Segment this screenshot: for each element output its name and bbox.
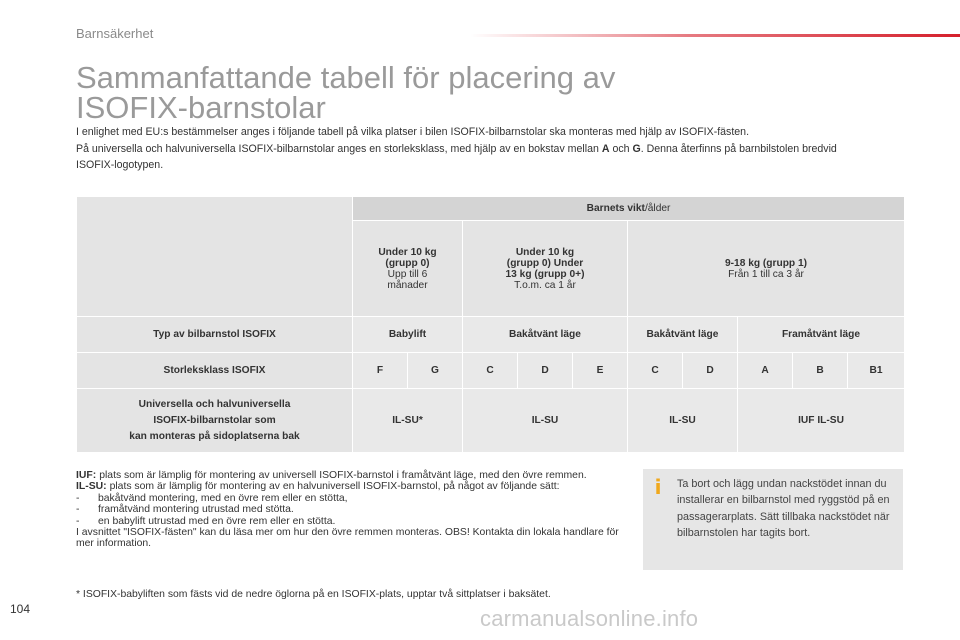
size-class-cell: F — [353, 353, 408, 389]
note-key: IL-SU: — [76, 481, 107, 493]
position-value-cell: IL-SU — [628, 389, 738, 453]
size-class-cell: B1 — [848, 353, 905, 389]
group-0-cell — [353, 221, 463, 317]
universal-label-line: ISOFIX-bilbarnstolar som — [153, 414, 276, 426]
note-closing: I avsnittet "ISOFIX-fästen" kan du läsa mer om hur den övre remmen monteras. OBS! Kontakta din lokala handlare för mer information. — [76, 527, 619, 550]
list-item-text: framåtvänd montering utrustad med stötta. — [98, 504, 294, 516]
info-box — [643, 469, 903, 570]
group-0plus-weight: Under 10 kg (grupp 0) Under 13 kg (grupp 0+) — [505, 246, 585, 280]
info-icon: i — [654, 475, 662, 499]
note-text: plats som är lämplig för montering av en halvuniversell ISOFIX-barnstol, på något av följande sätt: — [109, 481, 560, 493]
table-row — [77, 353, 905, 389]
position-value-cell: IUF IL-SU — [738, 389, 905, 453]
size-class-cell: G — [408, 353, 463, 389]
note-key: IUF: — [76, 470, 97, 481]
group-0plus-age: T.o.m. ca 1 år — [514, 279, 576, 291]
table-row — [77, 389, 905, 453]
header-rule — [470, 34, 960, 37]
universal-label — [77, 389, 353, 453]
group-1-cell — [628, 221, 905, 317]
universal-label-line: kan monteras på sidoplatserna bak — [129, 430, 300, 442]
position-value-cell: IL-SU* — [353, 389, 463, 453]
size-class-cell: D — [518, 353, 573, 389]
size-class-cell: C — [463, 353, 518, 389]
isofix-table — [76, 196, 905, 453]
info-text: Ta bort och lägg undan nackstödet innan du installerar en bilbarnstol med ryggstöd på en passagerarplats. Sätt tillbaka nackstödet när bilbarnstolen har tagits bort. — [677, 478, 890, 539]
size-class-cell: D — [683, 353, 738, 389]
page-number: 104 — [10, 602, 31, 616]
note-iuf — [76, 470, 621, 481]
intro-p2-letter-g: G — [632, 142, 641, 155]
intro-p2-letter-a: A — [601, 142, 610, 155]
group-0-age: Upp till 6 månader — [387, 268, 428, 291]
seat-type-label: Typ av bilbarnstol ISOFIX — [77, 317, 353, 353]
list-item: - en babylift utrustad med en övre rem eller en stötta. — [76, 515, 336, 527]
list-item-text: en babylift utrustad med en övre rem eller en stötta. — [98, 515, 336, 527]
footnote: * ISOFIX-babyliften som fästs vid de nedre öglorna på en ISOFIX-plats, upptar två sittplatser i baksätet. — [76, 589, 551, 600]
size-class-cell: E — [573, 353, 628, 389]
weight-header-bold: Barnets vikt — [586, 203, 645, 214]
universal-label-line: Universella och halvuniversella — [138, 398, 291, 410]
list-item: - framåtvänd montering utrustad med stötta. — [76, 504, 294, 516]
weight-header-rest: /ålder — [644, 203, 671, 214]
group-0plus-cell — [463, 221, 628, 317]
size-class-cell: B — [793, 353, 848, 389]
list-item-text: bakåtvänd montering, med en övre rem eller en stötta, — [98, 492, 348, 504]
intro-text — [76, 124, 876, 174]
group-1-weight: 9-18 kg (grupp 1) — [724, 257, 808, 269]
group-1-age: Från 1 till ca 3 år — [728, 268, 804, 280]
group-0-weight: Under 10 kg (grupp 0) — [378, 246, 437, 269]
table-row — [77, 317, 905, 353]
note-text: plats som är lämplig för montering av universell ISOFIX-barnstol i framåtvänt läge, med den övre remmen. — [99, 470, 587, 481]
legend-notes — [76, 470, 621, 550]
seat-type-cell: Bakåtvänt läge — [628, 317, 738, 353]
intro-p2-part: . Denna återfinns på barnbilstolen bredvid ISOFIX-logotypen. — [76, 142, 837, 171]
intro-p2-part: På universella och halvuniversella ISOFIX-bilbarnstolar anges en storleksklass, med hjälp av en bokstav mellan — [76, 142, 602, 155]
intro-paragraph-2 — [76, 141, 876, 174]
isofix-table-wrap — [76, 196, 904, 453]
size-class-cell: A — [738, 353, 793, 389]
weight-age-header — [353, 197, 905, 221]
seat-type-cell: Babylift — [353, 317, 463, 353]
section-label: Barnsäkerhet — [76, 26, 154, 41]
size-class-label: Storleksklass ISOFIX — [77, 353, 353, 389]
seat-type-cell: Bakåtvänt läge — [463, 317, 628, 353]
note-ilsu — [76, 481, 621, 492]
table-corner — [77, 197, 353, 317]
table-row — [77, 197, 905, 221]
page-title — [76, 60, 716, 125]
intro-p2-part: och — [609, 142, 633, 155]
list-item: - bakåtvänd montering, med en övre rem eller en stötta, — [76, 492, 348, 504]
watermark: carmanualsonline.info — [480, 606, 699, 631]
page-title-line1: Sammanfattande tabell för placering av — [76, 60, 616, 95]
position-value-cell: IL-SU — [463, 389, 628, 453]
page-title-line2: ISOFIX-barnstolar — [76, 90, 326, 125]
seat-type-cell: Framåtvänt läge — [738, 317, 905, 353]
intro-paragraph-1: I enlighet med EU:s bestämmelser anges i följande tabell på vilka platser i bilen ISOFIX-bilbarnstolar ska monteras med hjälp av ISOFIX-fästen. — [76, 126, 750, 138]
size-class-cell: C — [628, 353, 683, 389]
